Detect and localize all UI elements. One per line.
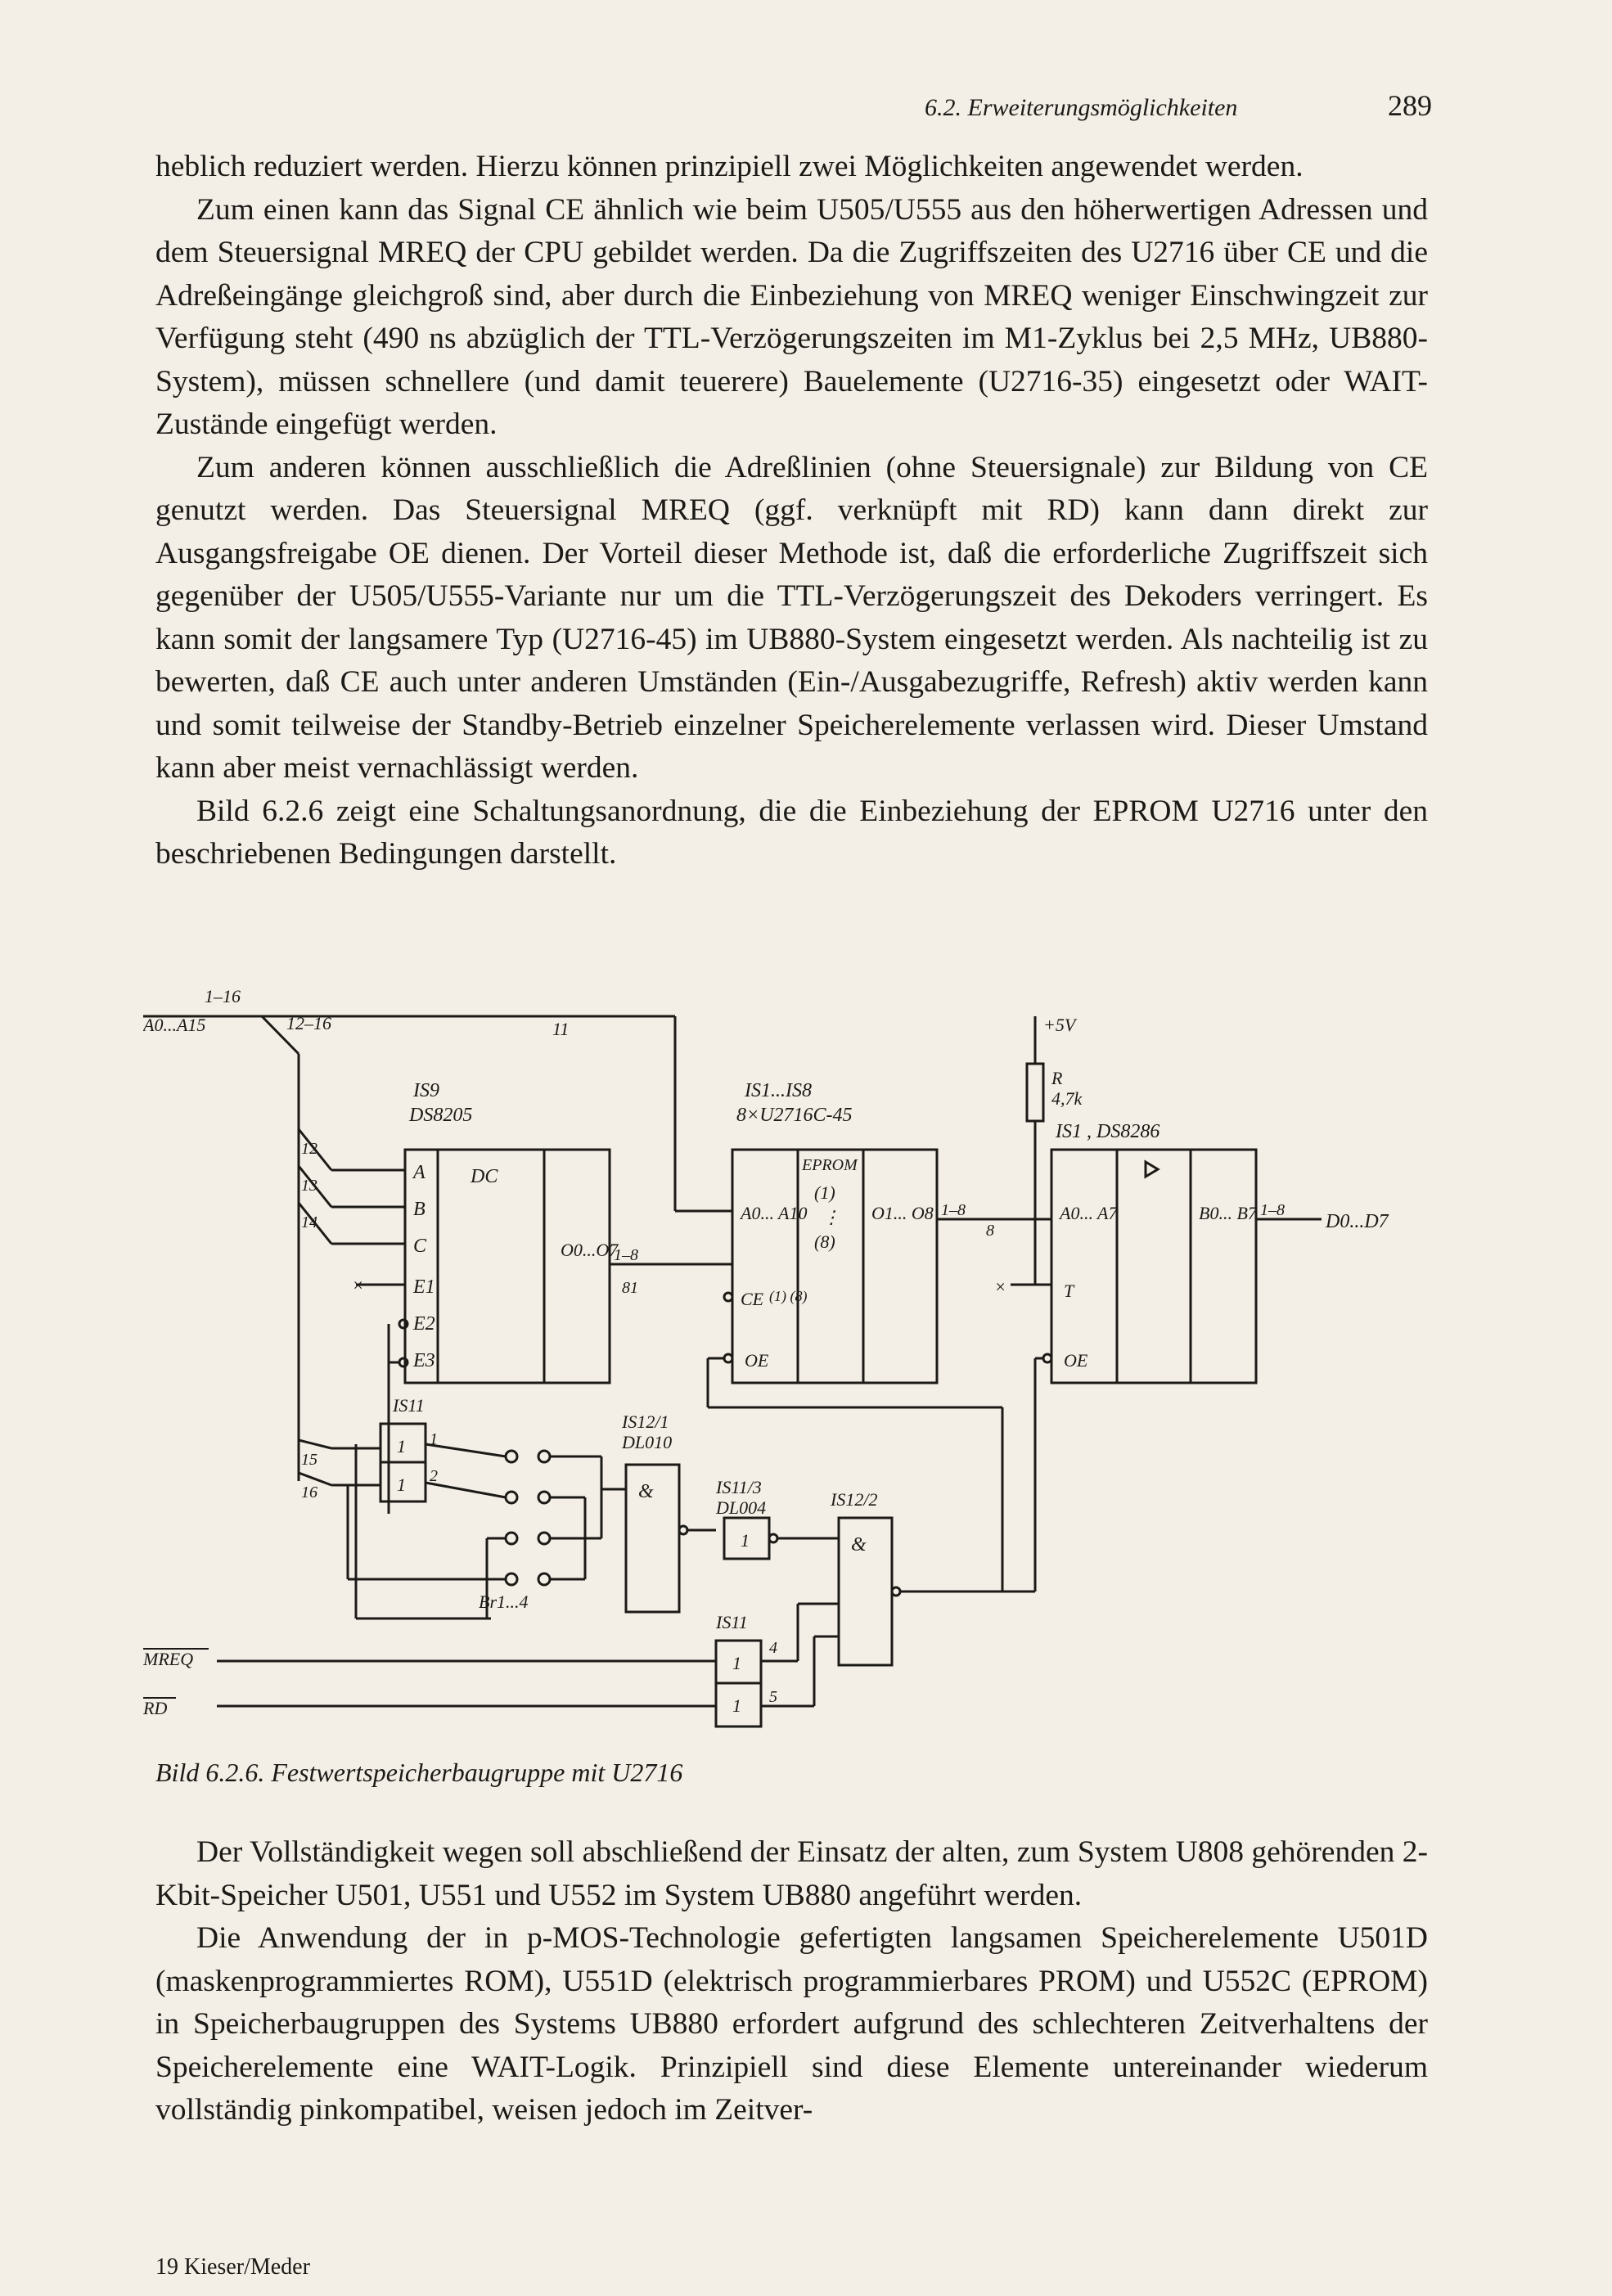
label-line-14: 14 xyxy=(301,1213,317,1231)
wire-j1 xyxy=(426,1444,506,1456)
label-out-d: D0...D7 xyxy=(1326,1211,1389,1232)
label-eprom-a: A0... A10 xyxy=(741,1203,808,1223)
label-pin-t: T xyxy=(1064,1281,1074,1301)
pin-e1: E1 xyxy=(413,1276,435,1298)
jumper-3b xyxy=(538,1533,550,1544)
label-eprom-oe: OE xyxy=(745,1350,769,1371)
jumper-4b xyxy=(538,1573,550,1585)
label-line-13: 13 xyxy=(301,1177,317,1195)
label-eprom-n1: (1) xyxy=(814,1182,835,1203)
paragraph-2: Zum einen kann das Signal CE ähnlich wie beim U505/U555 aus den höherwertigen Adressen und dem Steuersignal MREQ der CPU gebildet werden. Da die Zugriffszeiten des U2716 über CE und die Adreßeingänge gleichgroß sind, aber durch die Einbeziehung von MREQ weniger Einschwingzeit zur Verfügung steht (490 ns abzüglich der TTL-Verzögerungszeiten im M1-Zyklus bei 2,5 MHz, UB880-System), müssen schnellere (und damit teuerere) Bauelemente (U2716-35) eingesetzt oder WAIT-Zustände eingefügt werden. xyxy=(155,192,1428,441)
label-is9: IS9 xyxy=(413,1080,439,1101)
label-eprom: EPROM xyxy=(802,1156,858,1174)
pin-b: B xyxy=(413,1199,426,1220)
body-text-bottom xyxy=(155,1831,1428,2132)
body-text-top xyxy=(155,146,1428,876)
label-bus-8: 8 xyxy=(986,1222,994,1240)
label-bus-12-16: 12–16 xyxy=(286,1013,331,1033)
label-inv-1a: 1 xyxy=(397,1436,406,1456)
label-line-16: 16 xyxy=(301,1483,317,1501)
drv-oe-inverter xyxy=(1043,1354,1051,1362)
label-bus-1-8b: 1–8 xyxy=(941,1201,966,1219)
label-drv-a: A0... A7 xyxy=(1060,1203,1118,1223)
e2-inverter xyxy=(399,1320,408,1328)
pin-e3: E3 xyxy=(413,1350,435,1371)
circuit-diagram xyxy=(143,982,1420,1767)
wire-j2 xyxy=(426,1483,506,1497)
label-pin-1: 1 xyxy=(430,1430,438,1448)
label-bus-1-8: 1–8 xyxy=(614,1246,638,1264)
footer-signature: 19 Kieser/Meder xyxy=(155,2254,310,2280)
label-is1-ds8286: IS1 , DS8286 xyxy=(1056,1121,1160,1142)
jumper-3a xyxy=(506,1533,517,1544)
running-header xyxy=(925,88,1432,123)
label-r-val: 4,7k xyxy=(1051,1088,1083,1109)
label-pin-4: 4 xyxy=(769,1639,777,1657)
pin-a: A xyxy=(413,1162,426,1183)
label-is12-1: IS12/1 xyxy=(622,1411,669,1432)
label-is11-b: IS11 xyxy=(716,1612,748,1632)
buffer-symbol xyxy=(1146,1162,1158,1177)
label-u2716c: 8×U2716C-45 xyxy=(736,1105,853,1126)
label-inv-4: 1 xyxy=(732,1653,741,1673)
driver-ds8286 xyxy=(1051,1150,1256,1383)
jumper-1a xyxy=(506,1451,517,1462)
decoder-ds8205 xyxy=(405,1150,610,1383)
label-pin-5: 5 xyxy=(769,1688,777,1706)
label-drv-b: B0... B7 xyxy=(1199,1203,1257,1223)
label-eprom-n8: (8) xyxy=(814,1231,835,1252)
e1-cross: × xyxy=(352,1275,364,1295)
section-title: 6.2. Erweiterungsmöglichkeiten xyxy=(925,94,1238,121)
label-br: Br1...4 xyxy=(479,1591,529,1612)
t-cross: × xyxy=(994,1276,1006,1297)
paragraph-3: Zum anderen können ausschließlich die Adreßlinien (ohne Steuersignale) zur Bildung von CE genutzt werden. Das Steuersignal MREQ (ggf. verknüpft mit RD) kann dann direkt zur Ausgangsfreigabe OE dienen. Der Vorteil dieser Methode ist, daß die erforderliche Zugriffszeit sich gegenüber der U505/U555-Variante nur um die TTL-Verzögerungszeit des Dekoders verringert. Es kann somit der langsamere Typ (U2716-45) im UB880-System eingesetzt werden. Als nachteilig ist zu bewerten, daß CE auch unter anderen Umständen (Ein-/Ausgabezugriffe, Refresh) aktiv werden kann und somit teilweise der Standby-Betrieb einzelner Speicherelemente verlassen wird. Dieser Umstand kann aber meist vernachlässigt werden. xyxy=(155,450,1428,785)
label-inv-1b: 1 xyxy=(397,1474,406,1495)
nand-1-output xyxy=(679,1526,687,1534)
label-dl004: DL004 xyxy=(716,1497,767,1518)
label-ce: CE xyxy=(741,1289,764,1309)
label-is12-2: IS12/2 xyxy=(831,1489,878,1510)
page-number: 289 xyxy=(1388,89,1432,122)
oe-inverter xyxy=(724,1354,732,1362)
label-line-12: 12 xyxy=(301,1140,317,1158)
label-dec-out: O0...O7 xyxy=(561,1240,619,1260)
label-vcc: +5V xyxy=(1043,1015,1076,1035)
label-rd: RD xyxy=(143,1698,168,1718)
label-bus-1-16: 1–16 xyxy=(205,986,241,1006)
ce-inverter xyxy=(724,1293,732,1301)
label-pin-2: 2 xyxy=(430,1467,438,1485)
label-ds8205: DS8205 xyxy=(409,1105,473,1126)
jumper-4a xyxy=(506,1573,517,1585)
paragraph-5: Der Vollständigkeit wegen soll abschließend der Einsatz der alten, zum System U808 gehörenden 2-Kbit-Speicher U501, U551 und U552 im System UB880 angeführt werden. xyxy=(155,1835,1428,1912)
pin-c: C xyxy=(413,1236,427,1257)
label-mreq: MREQ xyxy=(143,1649,194,1669)
label-and-2: & xyxy=(851,1534,867,1555)
label-bus-1-8c: 1–8 xyxy=(1260,1201,1285,1219)
circuit-schematic xyxy=(143,982,1420,1767)
label-is1-is8: IS1...IS8 xyxy=(745,1080,812,1101)
label-addr-in: A0...A15 xyxy=(143,1015,206,1035)
label-and-1: & xyxy=(638,1481,654,1502)
label-r: R xyxy=(1051,1068,1063,1088)
e3-inverter xyxy=(399,1358,408,1366)
label-eprom-o: O1... O8 xyxy=(871,1203,934,1223)
figure-caption: Bild 6.2.6. Festwertspeicherbaugruppe mit U2716 xyxy=(155,1758,683,1787)
jumper-1b xyxy=(538,1451,550,1462)
jumper-2a xyxy=(506,1492,517,1503)
label-line-15: 15 xyxy=(301,1451,317,1469)
paragraph-1: heblich reduziert werden. Hierzu können prinzipiell zwei Möglichkeiten angewendet werden. xyxy=(155,150,1304,183)
label-bus-81: 81 xyxy=(622,1279,638,1297)
nand-2-output xyxy=(892,1587,900,1596)
label-is11: IS11 xyxy=(393,1395,425,1416)
paragraph-6: Die Anwendung der in p-MOS-Technologie gefertigten langsamen Speicherelemente U501D (maskenprogrammiertes ROM), U551D (elektrisch programmierbares PROM) und U552C (EPROM) in Speicherbaugruppen des Systems UB880 erfordert aufgrund des schlechteren Zeitverhaltens der Speicherelemente eine WAIT-Logik. Prinzipiell sind diese Elemente untereinander wiederum vollständig pinkompatibel, weisen jedoch im Zeitver- xyxy=(155,1921,1428,2127)
label-dl010: DL010 xyxy=(622,1432,673,1452)
paragraph-4: Bild 6.2.6 zeigt eine Schaltungsanordnung, die die Einbeziehung der EPROM U2716 unter den beschriebenen Bedingungen darstellt. xyxy=(155,794,1428,871)
label-inv-3: 1 xyxy=(741,1530,750,1551)
label-ce-n: (1) (8) xyxy=(769,1288,808,1304)
resistor-r xyxy=(1027,1064,1043,1121)
jumper-2b xyxy=(538,1492,550,1503)
label-inv-5: 1 xyxy=(732,1695,741,1716)
label-is11-3: IS11/3 xyxy=(716,1477,762,1497)
wire-15 xyxy=(299,1440,331,1448)
label-bus-11: 11 xyxy=(552,1019,570,1039)
pin-e2: E2 xyxy=(413,1313,435,1335)
label-eprom-dots: ⋮ xyxy=(822,1207,840,1227)
label-dc: DC xyxy=(471,1166,498,1187)
inverter-3-output xyxy=(769,1534,777,1542)
label-drv-oe: OE xyxy=(1064,1350,1088,1371)
